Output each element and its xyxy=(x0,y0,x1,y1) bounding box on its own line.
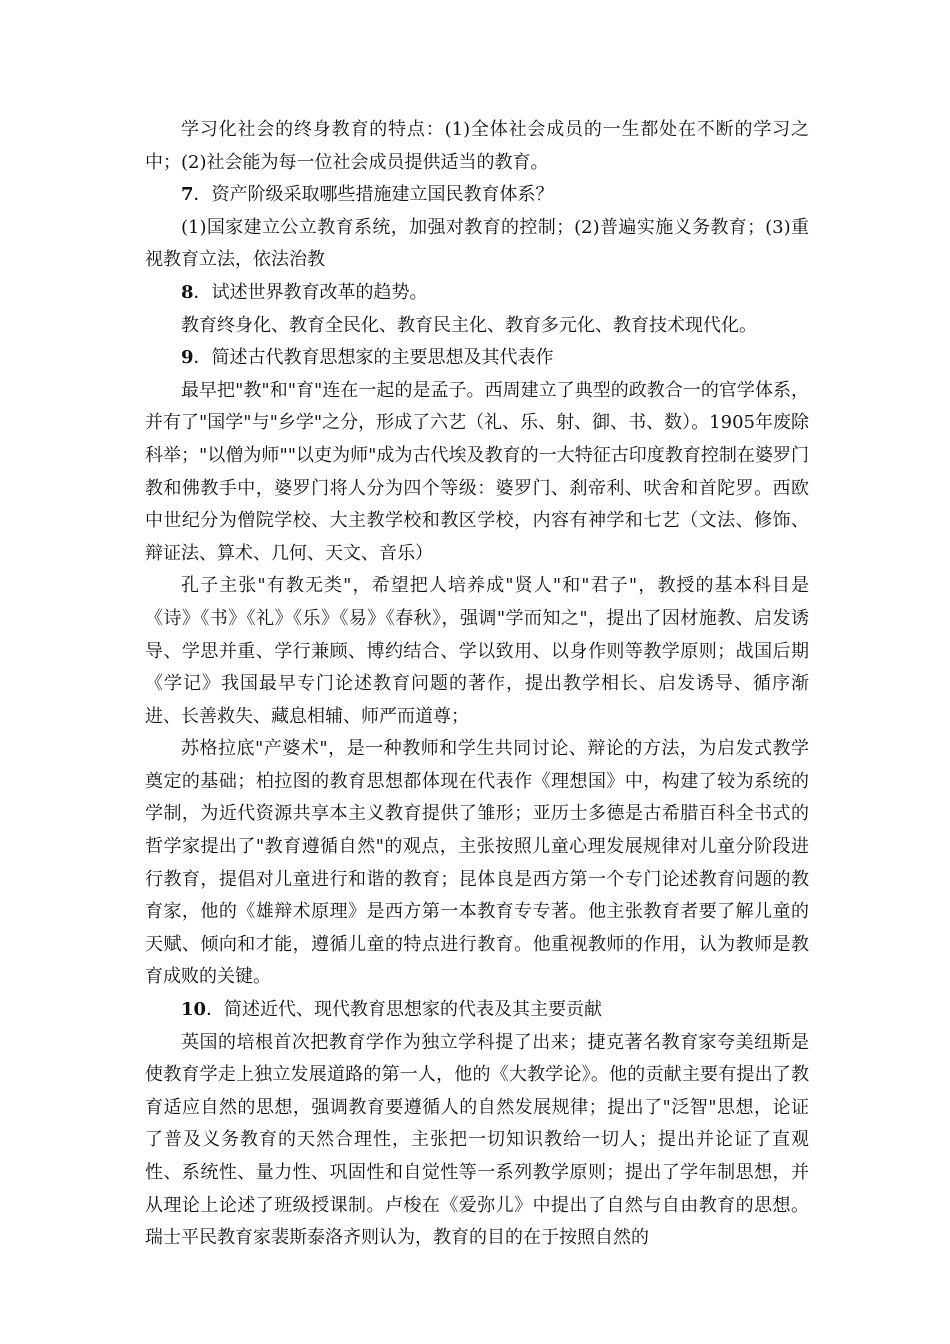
question-number: 7 xyxy=(181,184,194,206)
question-text: ．试述世界教育改革的趋势。 xyxy=(193,281,428,303)
answer-7: (1)国家建立公立教育系统，加强对教育的控制；(2)普遍实施义务教育；(3)重视教育立法，依法治教 xyxy=(145,216,809,271)
question-10 xyxy=(145,994,809,1027)
question-7 xyxy=(145,179,809,212)
question-text: ．资产阶级采取哪些措施建立国民教育体系？ xyxy=(193,184,554,206)
answer-10: 英国的培根首次把教育学作为独立学科提了出来；捷克著名教育家夸美纽斯是使教育学走上独立发展道路的第一人，他的《大教学论》。他的贡献主要有提出了教育适应自然的思想，强调教育要遵循人的自然发展规律；提出了"泛智"思想，论证了普及义务教育的天然合理性，主张把一切知识教给一切人；提出并论证了直观性、系统性、量力性、巩固性和自觉性等一系列教学原则；提出了学年制思想，并从理论上论述了班级授课制。卢梭在《爱弥儿》中提出了自然与自由教育的思想。瑞士平民教育家裴斯泰洛齐则认为，教育的目的在于按照自然的 xyxy=(145,1031,809,1249)
question-number: 9 xyxy=(181,347,194,369)
answer-9-confucius: 孔子主张"有教无类"，希望把人培养成"贤人"和"君子"，教授的基本科目是《诗》《书》《礼》《乐》《易》《春秋》，强调"学而知之"，提出了因材施教、启发诱导、学思并重、学行兼顾、博约结合、学以致用、以身作则等教学原则；战国后期《学记》我国最早专门论述教育问题的著作，提出教学相长、启发诱导、循序渐进、长善救失、藏息相辅、师严而道尊； xyxy=(145,575,809,727)
question-9 xyxy=(145,342,809,375)
answer-8: 教育终身化、教育全民化、教育民主化、教育多元化、教育技术现代化。 xyxy=(181,314,757,336)
answer-9-western: 苏格拉底"产婆术"，是一种教师和学生共同讨论、辩论的方法，为启发式教学奠定的基础；柏拉图的教育思想都体现在代表作《理想国》中，构建了较为系统的学制，为近代资源共享本主义教育提供了雏形；亚历士多德是古希腊百科全书式的哲学家提出了"教育遵循自然"的观点，主张按照儿童心理发展规律对儿童分阶段进行教育，提倡对儿童进行和谐的教育；昆体良是西方第一个专门论述教育问题的教育家，他的《雄辩术原理》是西方第一本教育专专著。他主张教育者要了解儿童的天赋、倾向和才能，遵循儿童的特点进行教育。他重视教师的作用，认为教师是教育成败的关键。 xyxy=(145,738,809,988)
document-page xyxy=(145,114,809,1255)
question-8 xyxy=(145,277,809,310)
question-number: 8 xyxy=(181,281,194,303)
question-text: ．简述古代教育思想家的主要思想及其代表作 xyxy=(193,347,554,369)
question-text: ．简述近代、现代教育思想家的代表及其主要贡献 xyxy=(206,999,603,1021)
paragraph-lifelong-education: 学习化社会的终身教育的特点：(1)全体社会成员的一生都处在不断的学习之中；(2)社会能为每一位社会成员提供适当的教育。 xyxy=(145,119,809,173)
answer-9-ancient: 最早把"教"和"育"连在一起的是孟子。西周建立了典型的政教合一的官学体系，并有了"国学"与"乡学"之分，形成了六艺（礼、乐、射、御、书、数）。1905年废除科举；"以僧为师""以吏为师"成为古代埃及教育的一大特征古印度教育控制在婆罗门教和佛教手中，婆罗门将人分为四个等级：婆罗门、刹帝利、吠舍和首陀罗。西欧中世纪分为僧院学校、大主教学校和教区学校，内容有神学和七艺（文法、修饰、辩证法、算术、几何、天文、音乐） xyxy=(145,379,809,564)
question-number: 10 xyxy=(181,999,207,1021)
